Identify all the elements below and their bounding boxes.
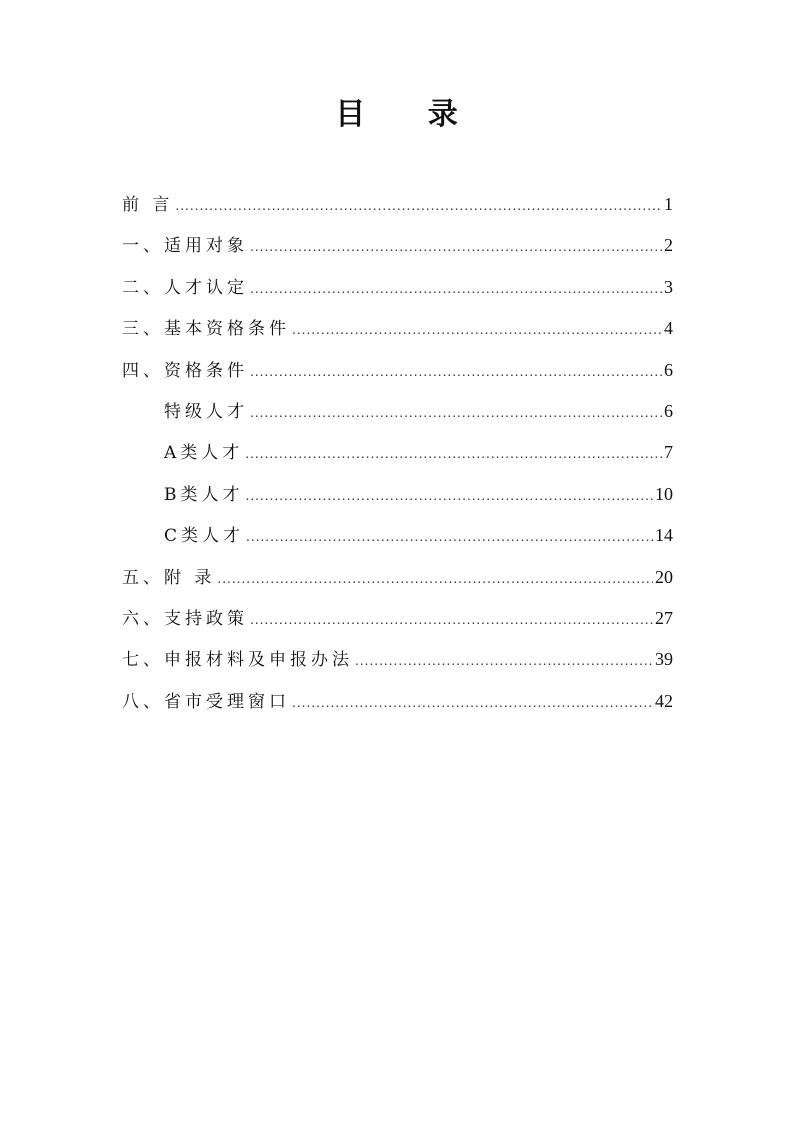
toc-entry-page: 7 [664,442,673,463]
toc-leader-dots [246,476,654,517]
toc-entry-label: 特级人才 [164,401,248,422]
toc-entry-label: 七、申报材料及申报办法 [122,650,353,671]
toc-entry-label: 一、适用对象 [122,236,248,257]
toc-leader-dots [245,434,662,475]
toc-entry-label: 四、资格条件 [122,360,248,381]
toc-entry-page: 6 [664,400,673,421]
toc-leader-dots [250,227,662,268]
toc-entry-page: 20 [655,566,673,587]
toc-leader-dots [250,393,662,434]
toc-entry-page: 6 [664,359,673,380]
toc-leader-dots [250,269,662,310]
toc-entry-label: B类人才 [164,484,244,505]
toc-entry[interactable] [122,598,673,639]
toc-list [122,184,673,722]
toc-subentry[interactable] [122,391,673,432]
toc-leader-dots [175,186,662,227]
toc-entry-page: 14 [655,525,673,546]
toc-entry[interactable] [122,225,673,266]
toc-leader-dots [292,683,653,724]
toc-entry-label: 二、人才认定 [122,277,248,298]
toc-entry[interactable] [122,639,673,680]
toc-entry-label: C类人才 [164,526,245,547]
toc-entry-page: 3 [664,276,673,297]
toc-entry[interactable] [122,308,673,349]
toc-entry-label: 三、基本资格条件 [122,319,290,340]
toc-subentry[interactable] [122,515,673,556]
toc-entry[interactable] [122,350,673,391]
toc-entry-page: 1 [664,194,673,214]
toc-leader-dots [246,517,653,558]
toc-entry-page: 4 [664,318,673,339]
toc-leader-dots [217,559,653,600]
toc-entry-page: 39 [655,649,673,670]
toc-entry-label: 五、附 录 [122,567,216,588]
toc-entry-label: 六、支持政策 [122,608,248,629]
toc-leader-dots [292,310,662,351]
toc-entry-label: 前 言 [122,195,174,215]
toc-entry[interactable] [122,184,673,225]
toc-subentry[interactable] [122,432,673,473]
toc-entry-page: 2 [664,235,673,256]
toc-entry-label: 八、省市受理窗口 [122,691,290,712]
toc-entry[interactable] [122,681,673,722]
toc-leader-dots [355,641,653,682]
toc-entry-page: 42 [655,690,673,711]
toc-entry[interactable] [122,267,673,308]
toc-entry-page: 10 [655,483,673,504]
toc-leader-dots [250,600,653,641]
toc-entry-page: 27 [655,607,673,628]
toc-entry[interactable] [122,557,673,598]
toc-title: 目 录 [335,97,484,132]
toc-leader-dots [250,352,662,393]
toc-entry-label: A类人才 [164,443,244,464]
toc-subentry[interactable] [122,474,673,515]
